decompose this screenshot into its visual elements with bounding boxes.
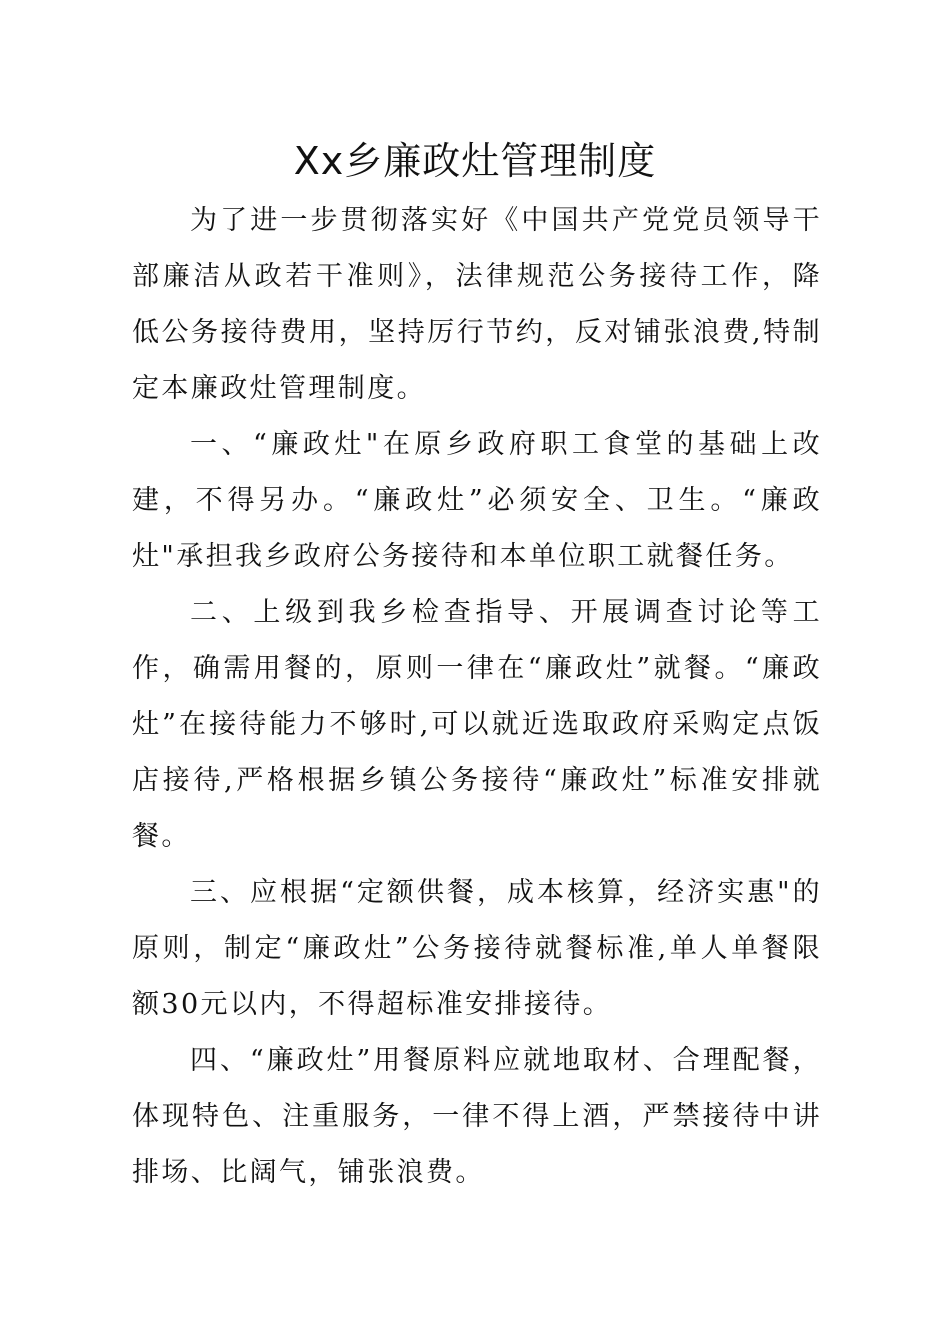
document-body xyxy=(132,193,822,1201)
paragraph-article-2: 二、上级到我乡检查指导、开展调查讨论等工作，确需用餐的，原则一律在“廉政灶”就餐。“廉政灶”在接待能力不够时,可以就近选取政府采购定点饭店接待,严格根据乡镇公务接待“廉政灶”标准安排就餐。 xyxy=(132,597,822,852)
paragraph-article-3: 三、应根据“定额供餐，成本核算，经济实惠"的原则，制定“廉政灶”公务接待就餐标准,单人单餐限额30元以内，不得超标准安排接待。 xyxy=(132,877,822,1020)
paragraph-article-1: 一、“廉政灶"在原乡政府职工食堂的基础上改建，不得另办。“廉政灶”必须安全、卫生。“廉政灶"承担我乡政府公务接待和本单位职工就餐任务。 xyxy=(132,429,822,572)
paragraph-article-4: 四、“廉政灶”用餐原料应就地取材、合理配餐，体现特色、注重服务，一律不得上酒，严禁接待中讲排场、比阔气，铺张浪费。 xyxy=(132,1045,822,1188)
document-title: Xx乡廉政灶管理制度 xyxy=(293,139,657,183)
paragraph-intro: 为了进一步贯彻落实好《中国共产党党员领导干部廉洁从政若干准则》，法律规范公务接待工作，降低公务接待费用，坚持厉行节约，反对铺张浪费,特制定本廉政灶管理制度。 xyxy=(132,205,822,404)
